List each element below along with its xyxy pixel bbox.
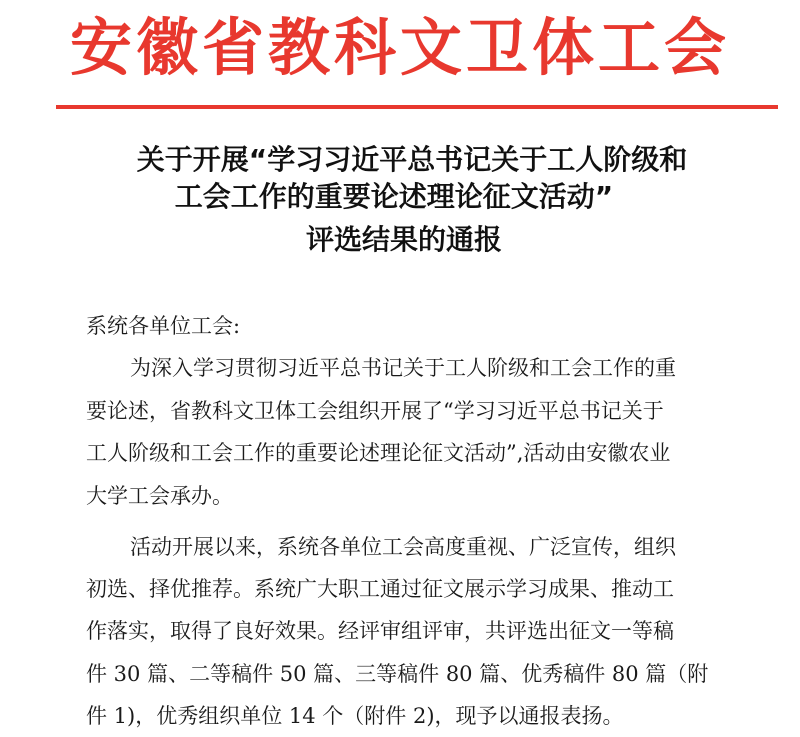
notice-title-line-3: 评选结果的通报 (305, 223, 502, 256)
paragraph-2-line: 件 1)，优秀组织单位 14 个（附件 2)，现予以通报表扬。 (86, 704, 624, 728)
notice-title-line-1: 关于开展“学习习近平总书记关于工人阶级和 (136, 143, 688, 176)
notice-title-line-2: 工会工作的重要论述理论征文活动” (174, 180, 614, 213)
paragraph-2-line: 活动开展以来，系统各单位工会高度重视、广泛宣传，组织 (130, 535, 676, 559)
paragraph-2-line: 作落实，取得了良好效果。经评审组评审，共评选出征文一等稿 (86, 619, 674, 643)
paragraph-1-line: 大学工会承办。 (86, 484, 233, 508)
salutation: 系统各单位工会: (86, 314, 241, 338)
paragraph-2-line: 件 30 篇、二等稿件 50 篇、三等稿件 80 篇、优秀稿件 80 篇（附 (86, 662, 709, 686)
paragraph-1-line: 要论述，省教科文卫体工会组织开展了“学习习近平总书记关于 (86, 399, 664, 423)
letterhead-title: 安徽省教科文卫体工会 (69, 11, 730, 84)
paragraph-2-line: 初选、择优推荐。系统广大职工通过征文展示学习成果、推动工 (86, 577, 674, 601)
letterhead-red-rule (56, 105, 778, 109)
paragraph-1-line: 工人阶级和工会工作的重要论述理论征文活动”,活动由安徽农业 (86, 441, 671, 465)
paragraph-1-line: 为深入学习贯彻习近平总书记关于工人阶级和工会工作的重 (130, 356, 676, 380)
